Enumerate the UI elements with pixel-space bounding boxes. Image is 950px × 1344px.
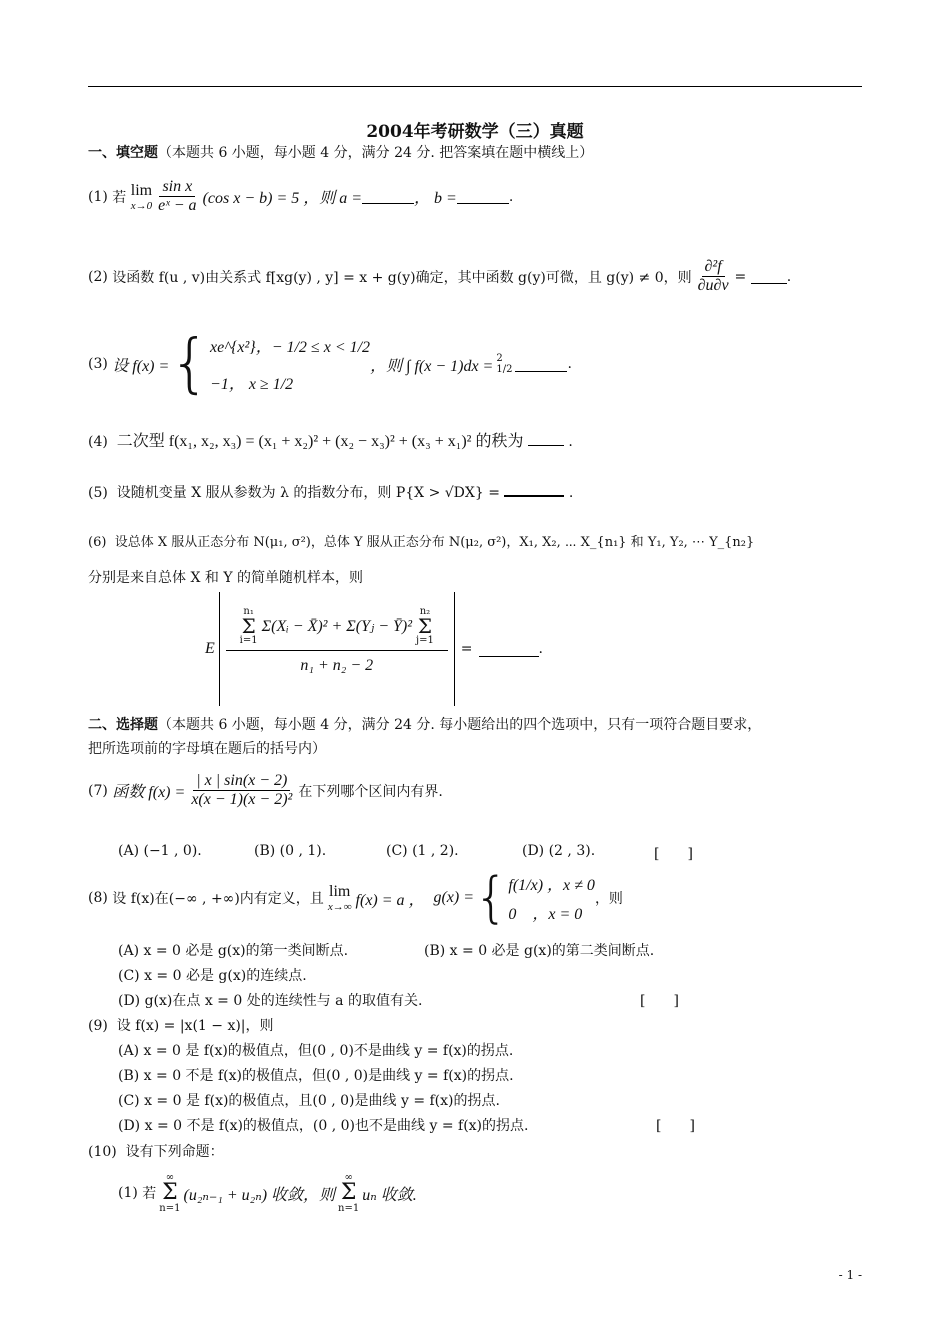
q10-lead: 设有下列命题： (125, 1144, 224, 1160)
q3-cases (210, 334, 370, 394)
q8-answer-bracket[interactable]: [ ] (640, 993, 679, 1009)
q4-end: . (568, 434, 573, 450)
q3-case-1 (210, 334, 370, 357)
q10-item1-lead: 若 (142, 1186, 157, 1202)
q10-sigma2: Σ (340, 1180, 357, 1205)
header-rule (88, 86, 862, 87)
q5-answer-blank[interactable] (504, 481, 564, 497)
q6-fraction (226, 606, 448, 675)
q8-option-a[interactable]: (A) x = 0 必是 g(x)的第一类间断点. (118, 943, 349, 959)
q1-number: (1) (88, 188, 108, 205)
q3-number: (3) (88, 356, 108, 372)
q6-line2: 分别是来自总体 X 和 Y 的简单随机样本，则 (88, 570, 364, 586)
q5-number: (5) (88, 485, 108, 501)
question-6 (88, 531, 754, 550)
q8-option-d[interactable]: (D) g(x)在点 x = 0 处的连续性与 a 的取值有关. (118, 993, 423, 1009)
q3-case2-expr: −1 (210, 376, 229, 393)
q8-end: ，则 (594, 891, 623, 907)
q7-frac-den: x(x − 1)(x − 2)² (191, 791, 293, 808)
q6-numerator (226, 606, 448, 651)
q2-frac-num: ∂²f (702, 258, 725, 277)
q1-rest: (cos x − b) = 5 ，则 a = (202, 190, 363, 207)
q10-sum1 (159, 1172, 180, 1214)
q3-int-limits (496, 353, 512, 375)
q6-sum2-top: n₂ (419, 606, 431, 617)
q8-case-1: f(1/x) ，x ≠ 0 (508, 877, 595, 894)
q7-fraction (188, 772, 295, 809)
q1-frac-den: eˣ − a (158, 197, 197, 214)
q3-int-lower: 1/2 (496, 364, 513, 375)
page-title: 2004年考研数学（三）真题 (366, 122, 584, 142)
q6-sum2-bot: j=1 (416, 635, 434, 646)
q6-E: E (205, 640, 215, 657)
q8-lim-sub: x→∞ (327, 901, 352, 913)
q3-case1-cond: ，− 1/2 ≤ x < 1/2 (255, 339, 371, 356)
section1-desc: （本题共 6 小题，每小题 4 分，满分 24 分. 把答案填在题中横线上） (158, 145, 594, 161)
q6-eq: = (460, 641, 473, 657)
q2-number: (2) (88, 268, 108, 285)
section2-desc1: （本题共 6 小题，每小题 4 分，满分 24 分. 每小题给出的四个选项中，只有一项符合题目要求， (158, 717, 762, 733)
section2-header-line2 (88, 738, 326, 760)
q3-int-upper: 2 (496, 353, 503, 364)
q2-end: . (786, 268, 792, 285)
q7-option-c[interactable]: (C) (1 , 2). (386, 843, 459, 859)
q8-lim-rest: f(x) = a ， (355, 891, 425, 909)
q1-lim: lim (130, 181, 153, 199)
question-7 (88, 772, 443, 809)
q6-sum1-top: n₁ (243, 606, 254, 617)
q7-option-a[interactable]: (A) (−1 , 0). (118, 843, 202, 859)
q3-case1-expr: xe^{x²} (210, 339, 256, 356)
q10-sum2-top: ∞ (344, 1172, 353, 1183)
q1-mid: ， b = (414, 190, 457, 207)
q9-number: (9) (88, 1018, 108, 1034)
q3-answer-blank[interactable] (515, 357, 567, 372)
q10-sum2 (338, 1172, 359, 1214)
q7-option-b[interactable]: (B) (0 , 1). (254, 843, 327, 859)
q10-sum1-top: ∞ (165, 1172, 175, 1183)
q10-sigma1: Σ (162, 1180, 178, 1205)
q6-sum1-bot: i=1 (239, 635, 258, 646)
q9-option-c[interactable]: (C) x = 0 是 f(x)的极值点，且(0 , 0)是曲线 y = f(x)的拐点. (118, 1093, 500, 1109)
q8-cases (508, 872, 595, 924)
q6-sigma1: Σ (241, 614, 256, 638)
q8-lim: lim (329, 883, 351, 900)
q10-item1-num: (1) (118, 1185, 138, 1201)
q1-frac-num: sin x (159, 178, 195, 197)
q6-sigma2: Σ (417, 614, 433, 638)
question-4 (88, 428, 573, 451)
q9-lead: 设 f(x) = |x(1 − x)|，则 (116, 1018, 274, 1034)
q2-frac-den: ∂u∂v (697, 277, 729, 294)
q4-number: (4) (88, 434, 108, 450)
q8-number: (8) (88, 890, 108, 906)
question-1 (88, 178, 513, 215)
q7-frac-num: | x | sin(x − 2) (193, 772, 290, 791)
q1-end: . (508, 188, 514, 205)
q1-answer-b-blank[interactable] (457, 189, 509, 204)
q9-option-b[interactable]: (B) x = 0 不是 f(x)的极值点，但(0 , 0)是曲线 y = f(x)的拐点. (118, 1068, 514, 1084)
q10-number: (10) (88, 1144, 117, 1160)
q5-end: . (568, 485, 574, 501)
q10-sum2-bot: n=1 (338, 1203, 360, 1214)
q2-eq: = (734, 268, 747, 285)
section1-heading: 一、填空题 (88, 145, 158, 161)
q7-option-d[interactable]: (D) (2 , 3). (522, 843, 596, 859)
q6-expression (205, 592, 543, 706)
q6-sum2 (416, 606, 434, 646)
q9-option-d[interactable]: (D) x = 0 不是 f(x)的极值点，(0 , 0)也不是曲线 y = f(x)的拐点. (118, 1118, 529, 1134)
section2-desc2: 把所选项前的字母填在题后的括号内） (88, 741, 326, 757)
section1-header (88, 142, 593, 164)
question-8 (88, 866, 623, 930)
q9-option-a[interactable]: (A) x = 0 是 f(x)的极值点，但(0 , 0)不是曲线 y = f(x)的拐点. (118, 1043, 514, 1059)
q1-lead: 若 (112, 189, 127, 206)
q3-case-2 (210, 371, 370, 394)
q6-sum1 (240, 606, 258, 646)
q6-number: (6) (88, 535, 107, 550)
question-3 (88, 318, 572, 410)
q8-case-2: 0 ，x = 0 (508, 906, 583, 923)
q5-text: 设随机变量 X 服从参数为 λ 的指数分布，则 P{X > √DX} = (116, 485, 500, 501)
q8-g-lead: g(x) = (433, 889, 475, 906)
q3-end: . (567, 356, 572, 372)
question-9 (88, 1015, 274, 1035)
q6-denominator: n₁ + n₂ − 2 (300, 657, 374, 674)
q8-option-b[interactable]: (B) x = 0 必是 g(x)的第二类间断点. (424, 943, 655, 959)
q6-bracket (219, 592, 455, 706)
q6-line2-row (88, 567, 363, 587)
q1-lim-sub: x→0 (130, 199, 153, 212)
q4-text: 二次型 f(x₁, x₂, x₃) = (x₁ + x₂)² + (x₂ − x₃)² + (x₃ + x₁)² 的秩为 (116, 433, 524, 450)
section2-heading: 二、选择题 (88, 717, 158, 733)
q8-limit (328, 883, 352, 913)
question-2 (88, 258, 791, 295)
q6-answer-blank[interactable] (479, 642, 539, 657)
q2-text: 设函数 f(u , v)由关系式 f[xg(y) , y] = x + g(y)确定，其中函数 g(y)可微，且 g(y) ≠ 0，则 (112, 269, 692, 286)
q6-num-expr: Σ(Xᵢ − X̄)² + Σ(Yⱼ − Ȳ)² (261, 618, 413, 635)
q2-fraction (695, 258, 732, 295)
q7-answer-bracket[interactable]: [ ] (654, 846, 693, 862)
q8-brace: { (474, 866, 509, 929)
q7-rest: 在下列哪个区间内有界. (298, 783, 443, 800)
q6-line1: 设总体 X 服从正态分布 N(μ₁, σ²)，总体 Y 服从正态分布 N(μ₂, σ²)，X₁, X₂, ⋯ X_{n₁} 和 Y₁, Y₂, ⋯ Y_{n₂} (114, 535, 755, 550)
q6-end: . (538, 641, 543, 657)
q4-answer-blank[interactable] (528, 431, 564, 446)
question-10 (88, 1141, 224, 1161)
q10-sum1-bot: n=1 (159, 1203, 181, 1214)
q3-rest: ，则 ∫ f(x − 1)dx = (370, 357, 494, 375)
q1-limit (131, 182, 152, 212)
q2-answer-blank[interactable] (751, 269, 787, 284)
q1-fraction (155, 178, 199, 215)
q10-item-1 (118, 1172, 417, 1214)
q3-brace: { (169, 327, 211, 401)
q10-item1-expr: (u₂ₙ₋₁ + u₂ₙ) 收敛，则 (183, 1186, 336, 1204)
section2-header (88, 714, 761, 736)
q10-item1-expr2: uₙ 收敛. (362, 1186, 417, 1204)
question-5 (88, 481, 573, 502)
q8-lead: 设 f(x)在(−∞ , +∞)内有定义，且 (112, 891, 324, 907)
q9-answer-bracket[interactable]: [ ] (656, 1118, 695, 1134)
q8-option-c[interactable]: (C) x = 0 必是 g(x)的连续点. (118, 968, 307, 984)
q7-lead: 函数 f(x) = (112, 784, 186, 801)
q3-case2-cond: ， x ≥ 1/2 (228, 376, 294, 393)
q3-lead: 设 f(x) = (112, 357, 170, 375)
page-number: - 1 - (838, 1268, 862, 1282)
q1-answer-a-blank[interactable] (362, 189, 414, 204)
q7-number: (7) (88, 782, 108, 799)
